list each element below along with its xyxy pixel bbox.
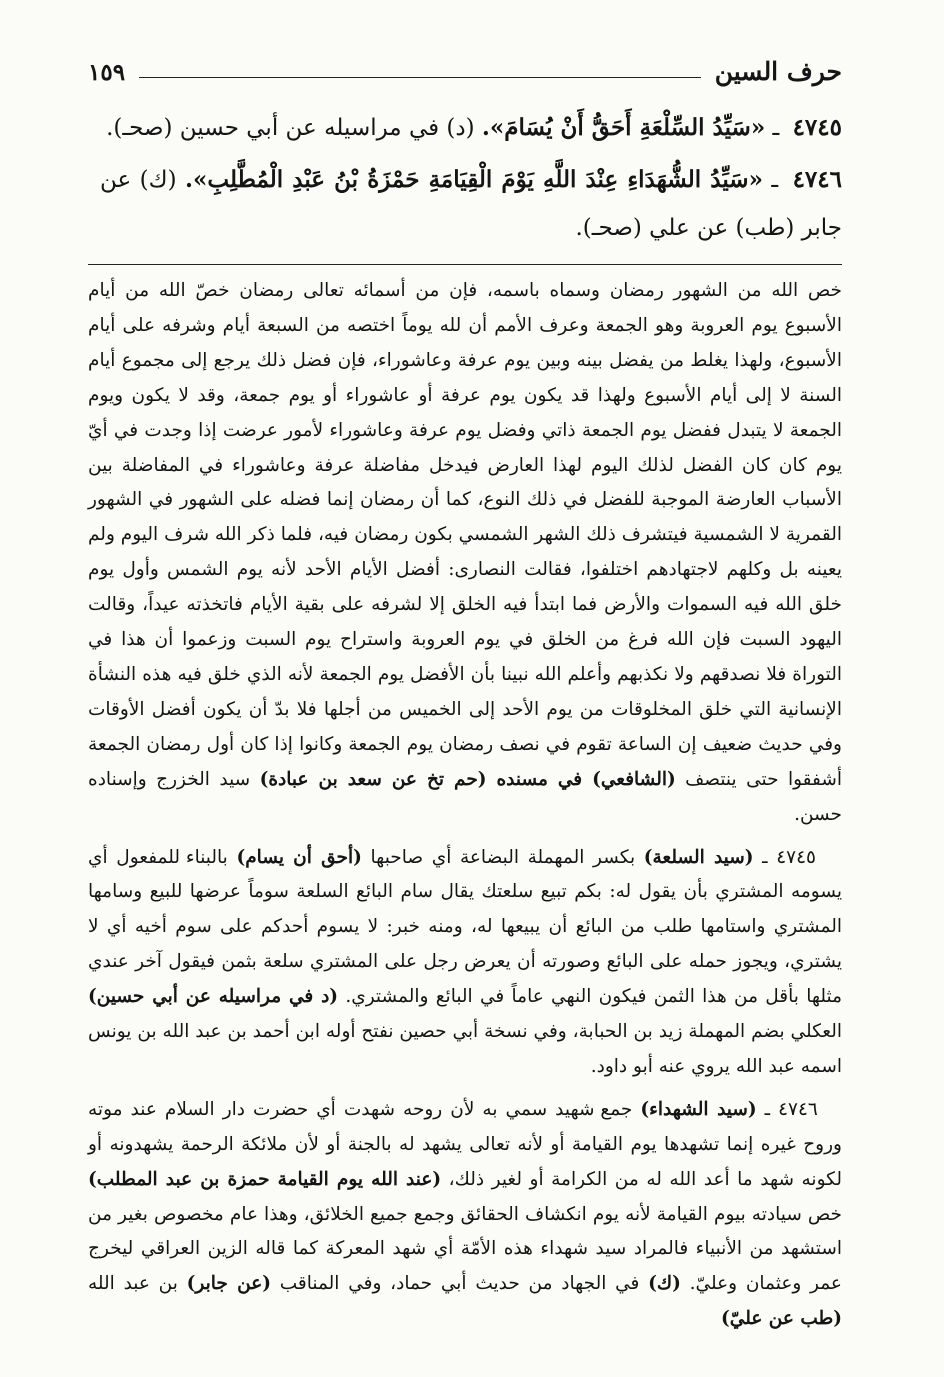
header-rule <box>139 77 701 78</box>
quoted-phrase: (سيد السلعة) <box>643 846 754 868</box>
commentary-reference: (ك) <box>648 1273 681 1295</box>
quoted-phrase: (سيد الشهداء) <box>640 1098 757 1120</box>
running-header <box>88 48 842 88</box>
commentary-reference: (عن جابر) <box>186 1273 271 1295</box>
hadith-entry: ٤٧٤٥ ـ «سَيِّدُ السِّلْعَةِ أَحَقُّ أَنْ يُسَامَ». (د) في مراسيله عن أبي حسين (صحـ). <box>106 114 842 141</box>
quoted-phrase: (عند الله يوم القيامة حمزة بن عبد المطلب) <box>88 1168 442 1190</box>
commentary-paragraph <box>88 274 842 833</box>
commentary-reference: (طب عن عليّ) <box>721 1308 842 1330</box>
commentary-text: جمع شهيد سمي به لأن روحه شهدت أي حضرت دار السلام عند موته وروح غيره إنما تشهدها يوم القيامة أو لأنه تعالى يشهد له بالجنة أو لأن ملائكة الرحمة يشهدونه أو لكونه شهد ما أعد الله له من الكرامة أو لغير ذلك، <box>88 1098 842 1190</box>
commentary-reference: (د في مراسيله عن أبي حسين) <box>88 986 339 1008</box>
hadith-matn: «سَيِّدُ السِّلْعَةِ أَحَقُّ أَنْ يُسَامَ». <box>481 114 766 141</box>
footnote-separator <box>88 264 842 265</box>
commentary-text: في الجهاد من حديث أبي حماد، وفي المناقب <box>279 1273 640 1295</box>
quoted-phrase: (أحق أن يسام) <box>236 846 362 868</box>
commentary-text: خص الله من الشهور رمضان وسماه باسمه، فإن من أسمائه تعالى رمضان خصّ الله من أيام الأسبوع يوم العروبة وهو الجمعة وعرف الأمم أن لله يوماً اختصه من السبعة أيام وشرفه على أيام الأسبوع، ولهذا يغلط من يفضل بينه وبين يوم عرفة وعاشوراء، فإن فضل ذلك يرجع إلى مجموع أيام السنة لا إلى أيام الأسبوع ولهذا قد يكون يوم عرفة أو عاشوراء أو يوم جمعة، وقد لا يكون ويوم الجمعة لا يتبدل ففضل يوم الجمعة ذاتي وفضل يوم عرفة وعاشوراء لأمور عرضت إذا وجدت في أيّ يوم كان كان الفضل لذلك اليوم لهذا العارض فيدخل مفاضلة عرفة وعاشوراء في المفاضلة بين الأسباب العارضة الموجبة للفضل في ذلك النوع، كما أن رمضان إنما فضله على الشهور في الشهور القمرية لا الشمسية فيتشرف ذلك الشهر الشمسي بكون رمضان فيه، فلما ذكر الله شرف اليوم ولم يعينه بل وكلهم لاجتهادهم اختلفوا، فقالت النصارى: أفضل الأيام الأحد لأنه يوم الشمس وأول يوم خلق الله فيه السموات والأرض فما ابتدأ فيه الخلق إلا لشرفه على بقية الأيام فاتخذته عيداً، وقالت اليهود السبت فإن الله فرغ من الخلق في يوم العروبة واستراح يوم السبت وزعموا أن هذا في التوراة فلا نصدقهم ولا نكذبهم وأعلم الله نبينا بأن الأفضل يوم الجمعة لأنه الذي خلق فيه هذه النشأة الإنسانية التي خلق المخلوقات من يوم الأحد إلى الخميس من أجلها فلا بدّ أن يكون أفضل الأوقات وفي حديث ضعيف إن الساعة تقوم في نصف رمضان يوم الجمعة وكانوا إذا كان أول رمضان الجمعة أشفقوا حتى ينتصف <box>88 280 842 790</box>
hadith-source: (د) في مراسيله عن أبي حسين (صحـ). <box>106 115 475 141</box>
commentary-paragraph <box>88 841 842 1085</box>
commentary-text: بالبناء للمفعول أي يسومه المشتري بأن يقول له: بكم تبيع سلعتك يقال سام البائع السلعة سوماً عرضها للبيع وسامها المشتري واستامها طلب من البائع أن يبيعها له، ومنه خبر: لا يسوم أحدكم على سوم أخيه أي لا يشتري، ويجوز حمله على البائع وصورته أن يعرض رجل على المشتري سلعة بثمن فيقول آخر عندي مثلها بأقل من هذا الثمن فيكون النهي عاماً في البائع والمشتري. <box>88 846 843 1008</box>
hadith-matn: «سَيِّدُ الشُّهَدَاءِ عِنْدَ اللَّهِ يَوْمَ الْقِيَامَةِ حَمْزَةُ بْنُ عَبْدِ الْمُطَّلِبِ». <box>185 166 763 193</box>
hadith-entry: ٤٧٤٦ ـ «سَيِّدُ الشُّهَدَاءِ عِنْدَ اللَّهِ يَوْمَ الْقِيَامَةِ حَمْزَةُ بْنُ عَبْدِ الْمُطَّلِبِ». (ك) عن جابر (طب) عن علي (صحـ). <box>100 166 842 241</box>
chapter-title: حرف السين <box>714 57 842 86</box>
commentary-text: العكلي بضم المهملة زيد بن الحبابة، وفي نسخة أبي حصين نفتح أوله ابن أحمد بن عبد الله بن يونس اسمه عبد الله يروي عنه أبو داود. <box>88 1021 842 1077</box>
hadith-source: (ك) عن جابر (طب) عن علي (صحـ). <box>100 167 842 241</box>
commentary-reference: (الشافعي) في مسنده (حم تخ عن سعد بن عبادة) <box>259 768 676 790</box>
commentary-text: بن عبد الله <box>88 1273 178 1295</box>
entry-number: ٤٧٤٥ ـ <box>762 846 816 868</box>
commentary-paragraph <box>88 1093 842 1337</box>
commentary-text: خص سيادته بيوم القيامة لأنه يوم انكشاف الحقائق وجمع جميع الخلائق، وهذا عام مخصوص بغير من استشهد من الأنبياء فالمراد سيد شهداء هذه الأمّة أي شهد المعركة كما قاله الزين العراقي ليخرج عمر وعثمان وعليّ. <box>88 1203 842 1295</box>
page-number: ١٥٩ <box>88 59 126 86</box>
hadith-text-section <box>100 104 842 256</box>
commentary-text: سيد الخزرج وإسناده حسن. <box>88 768 842 825</box>
commentary-text: بكسر المهملة البضاعة أي صاحبها <box>370 846 636 868</box>
hadith-number: ٤٧٤٦ <box>792 166 842 193</box>
commentary-section <box>88 274 842 1337</box>
hadith-number: ٤٧٤٥ <box>792 114 842 141</box>
entry-number: ٤٧٤٦ ـ <box>764 1098 818 1120</box>
